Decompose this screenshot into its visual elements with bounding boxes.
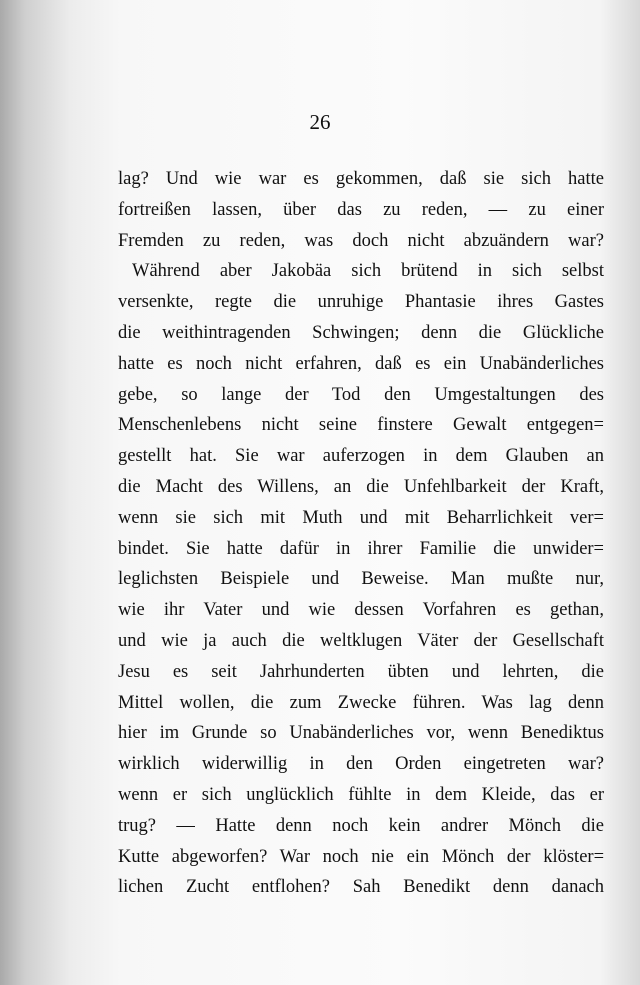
text-line-content: gebe, so lange der Tod den Umgestaltungen des <box>118 384 604 405</box>
text-line <box>118 749 604 780</box>
text-line <box>118 780 604 811</box>
text-line-content: lag? Und wie war es gekommen, daß sie sich hatte <box>118 169 604 189</box>
text-line <box>118 626 604 657</box>
text-line-content: und wie ja auch die weltklugen Väter der Gesellschaft <box>118 630 604 651</box>
text-line-content: trug? — Hatte denn noch kein andrer Mönch die <box>118 815 604 836</box>
text-line <box>118 595 604 626</box>
text-line-content: Mittel wollen, die zum Zwecke führen. Was lag denn <box>118 692 604 713</box>
text-line-content: die Macht des Willens, an die Unfehlbarkeit der Kraft, <box>118 476 604 497</box>
text-line-content: hier im Grunde so Unabänderliches vor, wenn Benediktus <box>118 723 604 744</box>
text-line-content: wirklich widerwillig in den Orden eingetreten war? <box>118 754 604 775</box>
text-line <box>118 410 604 441</box>
text-line <box>118 164 604 195</box>
text-line <box>118 872 604 903</box>
page-number-text: 26 <box>309 110 331 134</box>
text-line-content: Menschenlebens nicht seine finstere Gewalt entgegen= <box>118 415 604 436</box>
text-line-content: wenn er sich unglücklich fühlte in dem Kleide, das er <box>118 784 604 805</box>
text-line <box>118 811 604 842</box>
text-line <box>118 441 604 472</box>
text-line <box>118 564 604 595</box>
text-line-content: die weithintragenden Schwingen; denn die Glückliche <box>118 322 604 343</box>
text-line-content: leglichsten Beispiele und Beweise. Man mußte nur, <box>118 569 604 590</box>
text-line <box>118 256 604 287</box>
text-line <box>118 349 604 380</box>
text-line <box>118 688 604 719</box>
text-line-content: versenkte, regte die unruhige Phantasie ihres Gastes <box>118 292 604 313</box>
text-line-content: wie ihr Vater und wie dessen Vorfahren es gethan, <box>118 600 604 621</box>
text-line-content: Fremden zu reden, was doch nicht abzuändern war? <box>118 230 604 251</box>
text-line <box>118 318 604 349</box>
text-line <box>118 657 604 688</box>
text-line-content: Kutte abgeworfen? War noch nie ein Mönch der klöster= <box>118 846 604 867</box>
text-line <box>118 503 604 534</box>
text-line <box>118 718 604 749</box>
text-line-content: Jesu es seit Jahrhunderten übten und lehrten, die <box>118 661 604 682</box>
text-line <box>118 842 604 873</box>
text-line <box>118 472 604 503</box>
text-line-content: wenn sie sich mit Muth und mit Beharrlichkeit ver= <box>118 507 604 528</box>
page-number <box>0 110 640 135</box>
text-line-content: Während aber Jakobäa sich brütend in sich selbst <box>132 261 604 282</box>
text-line <box>118 534 604 565</box>
text-line <box>118 226 604 257</box>
text-line-content: hatte es noch nicht erfahren, daß es ein Unabänderliches <box>118 353 604 374</box>
text-line-content: fortreißen lassen, über das zu reden, — zu einer <box>118 199 604 220</box>
text-line-content: lichen Zucht entflohen? Sah Benedikt denn danach <box>118 877 604 898</box>
text-line-content: gestellt hat. Sie war auferzogen in dem Glauben an <box>118 446 604 467</box>
text-line <box>118 195 604 226</box>
page-body-text <box>118 164 604 903</box>
text-line <box>118 380 604 411</box>
text-line <box>118 287 604 318</box>
text-line-content: bindet. Sie hatte dafür in ihrer Familie die unwider= <box>118 538 604 559</box>
